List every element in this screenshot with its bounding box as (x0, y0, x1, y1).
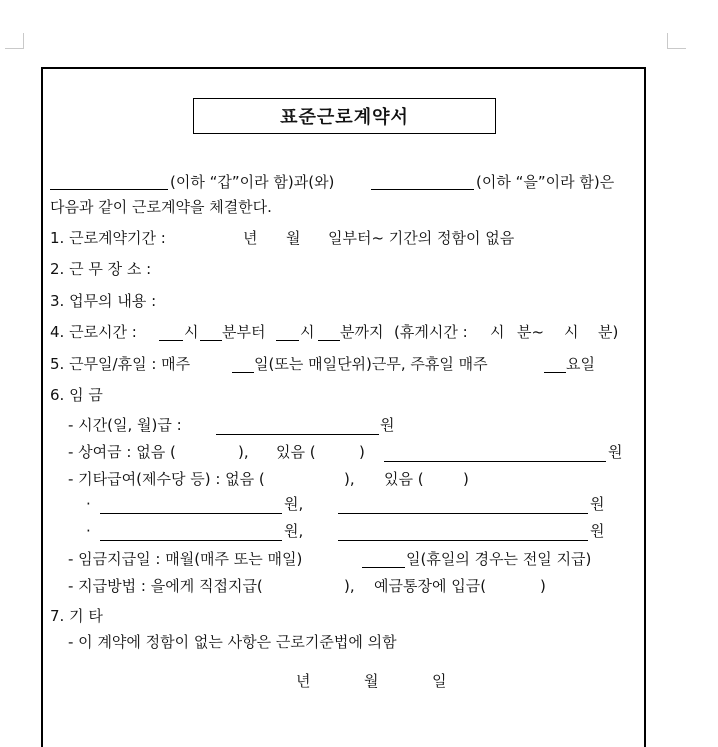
crop-mark-right-vertical (667, 33, 668, 49)
item4-h1: 시 (184, 323, 199, 341)
other-row1-unit2: 원 (590, 495, 605, 513)
item7-label: 7. 기 타 (50, 607, 103, 625)
intro-part-a: (이하 “갑”이라 함)과(와) (170, 173, 335, 191)
item3-label: 3. 업무의 내용 : (50, 292, 157, 310)
party-a-blank[interactable] (50, 189, 168, 190)
item7-note: - 이 계약에 정함이 없는 사항은 근로기준법에 의함 (68, 633, 397, 651)
payday-label: - 임금지급일 : 매월(매주 또는 매일) (68, 550, 303, 568)
other-row2-unit1: 원, (284, 522, 304, 540)
other-row2-dash: · (86, 522, 91, 540)
start-minute-blank[interactable] (200, 340, 222, 341)
item4-break-label: (휴게시간 : (394, 323, 468, 341)
other-row1-dash: · (86, 495, 91, 513)
other-row1-unit1: 원, (284, 495, 304, 513)
date-month: 월 (364, 672, 379, 690)
item4-bm2: 분) (598, 323, 619, 341)
item2-label: 2. 근 무 장 소 : (50, 260, 152, 278)
item4-bh1: 시 (490, 323, 505, 341)
date-day: 일 (432, 672, 447, 690)
item5-mid: 일(또는 매일단위)근무, 주휴일 매주 (254, 355, 488, 373)
crop-mark-right (668, 48, 686, 49)
bonus-yes: 있음 ( (276, 443, 316, 461)
item1-label: 1. 근로계약기간 : (50, 229, 166, 247)
workdays-blank[interactable] (232, 372, 254, 373)
method-close1: ), (344, 577, 355, 595)
intro-part-b: (이하 “을”이라 함)은 (476, 173, 615, 191)
other-yes: 있음 ( (384, 470, 424, 488)
other-close2: ) (463, 470, 469, 488)
item6-label: 6. 임 금 (50, 386, 103, 404)
wage-unit: 원 (380, 416, 395, 434)
other-close1: ), (344, 470, 355, 488)
method-close2: ) (540, 577, 546, 595)
date-year: 년 (296, 672, 311, 690)
item5-tail: 요일 (566, 355, 595, 373)
other-row1-item-blank[interactable] (100, 513, 282, 514)
intro-line2: 다음과 같이 근로계약을 체결한다. (50, 198, 272, 216)
item4-bh2: 시 (564, 323, 579, 341)
party-b-blank[interactable] (371, 189, 474, 190)
item4-h2: 시 (300, 323, 315, 341)
method-label: - 지급방법 : 을에게 직접지급( (68, 577, 263, 595)
other-pay-label: - 기타급여(제수당 등) : 없음 ( (68, 470, 265, 488)
payday-blank[interactable] (362, 567, 405, 568)
item4-m2: 분까지 (340, 323, 384, 341)
crop-mark-left-vertical (23, 33, 24, 49)
start-hour-blank[interactable] (159, 340, 183, 341)
other-row2-item-blank[interactable] (100, 540, 282, 541)
item4-label: 4. 근로시간 : (50, 323, 137, 341)
other-row2-unit2: 원 (590, 522, 605, 540)
item1-year: 년 (243, 229, 258, 247)
other-row2-amount-blank[interactable] (338, 540, 588, 541)
bonus-label: - 상여금 : 없음 ( (68, 443, 176, 461)
other-row1-amount-blank[interactable] (338, 513, 588, 514)
holiday-blank[interactable] (544, 372, 566, 373)
bonus-unit: 원 (608, 443, 623, 461)
payday-tail: 일(휴일의 경우는 전일 지급) (406, 550, 592, 568)
item4-m1: 분부터 (222, 323, 266, 341)
end-minute-blank[interactable] (318, 340, 340, 341)
bonus-amount-blank[interactable] (384, 461, 606, 462)
wage-label: - 시간(일, 월)급 : (68, 416, 182, 434)
bonus-close1: ), (238, 443, 249, 461)
method-deposit: 예금통장에 입금( (374, 577, 487, 595)
document-title: 표준근로계약서 (193, 98, 496, 134)
item4-bm1: 분~ (517, 323, 545, 341)
item5-label: 5. 근무일/휴일 : 매주 (50, 355, 191, 373)
wage-amount-blank[interactable] (216, 434, 379, 435)
end-hour-blank[interactable] (276, 340, 299, 341)
item1-tail: 일부터~ 기간의 정함이 없음 (328, 229, 515, 247)
bonus-close2: ) (359, 443, 365, 461)
item1-month: 월 (286, 229, 301, 247)
crop-mark-left (5, 48, 23, 49)
